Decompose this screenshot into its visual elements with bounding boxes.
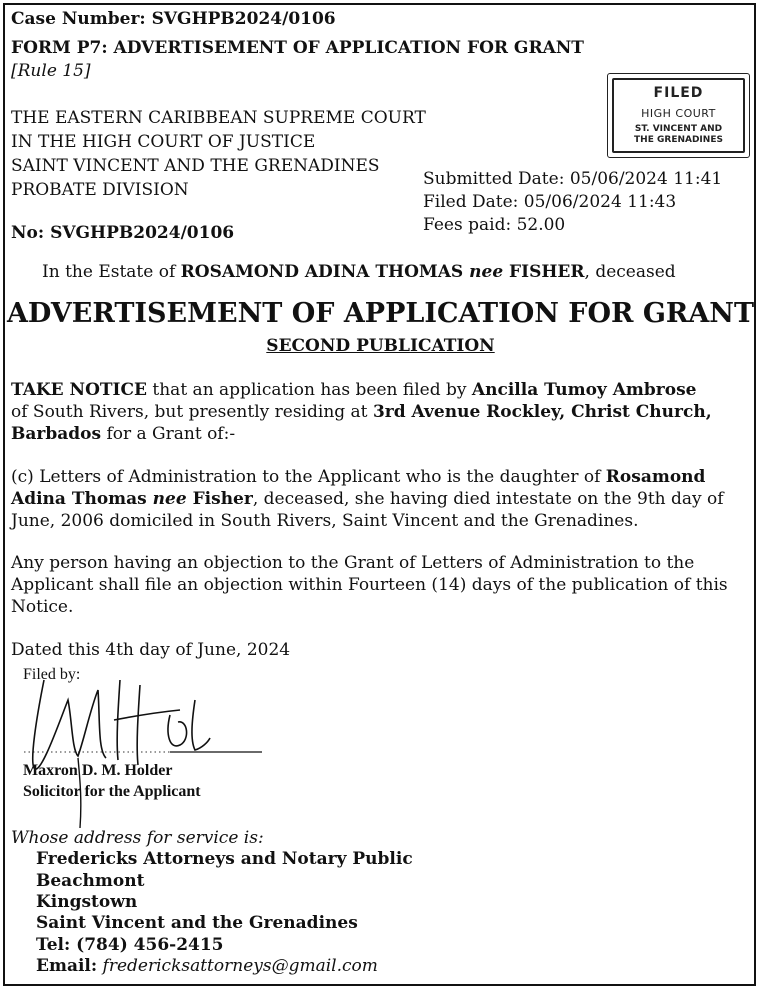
stamp-place [614,124,743,146]
stamp-place-line2: THE GRENADINES [634,135,723,145]
court-line-1: THE EASTERN CARIBBEAN SUPREME COURT [11,108,426,128]
deceased-name: ROSAMOND ADINA THOMAS [180,262,470,282]
grant-paragraph [11,466,751,532]
notice-text-2: of South Rivers, but presently residing at [11,402,373,422]
email-label: Email: [36,956,98,976]
email-line [36,956,378,977]
service-intro: Whose address for service is: [11,828,264,848]
court-line-2: IN THE HIGH COURT OF JUSTICE [11,132,316,152]
applicant-name: Ancilla Tumoy Ambrose [471,380,697,400]
filed-date: Filed Date: 05/06/2024 11:43 [423,192,677,212]
claim-number: No: SVGHPB2024/0106 [11,223,235,243]
solicitor-name: Maxron D. M. Holder [23,762,173,779]
estate-prefix: In the Estate of [42,262,181,282]
address-line-2: Beachmont [36,871,145,891]
filed-by-label: Filed by: [23,666,81,683]
grant-maiden-name: Fisher [186,489,253,509]
telephone: Tel: (784) 456-2415 [36,935,224,955]
publication-subtitle: SECOND PUBLICATION [266,336,495,356]
rule-reference: [Rule 15] [11,61,91,81]
grant-nee: nee [152,489,187,509]
submitted-date: Submitted Date: 05/06/2024 11:41 [423,169,723,189]
dated-line: Dated this 4th day of June, 2024 [11,640,291,660]
stamp-place-line1: ST. VINCENT AND [634,124,723,134]
court-line-4: PROBATE DIVISION [11,180,189,200]
estate-suffix: , deceased [584,262,676,282]
take-notice: TAKE NOTICE [11,380,147,400]
form-title: FORM P7: ADVERTISEMENT OF APPLICATION FOR GRANT [11,38,584,58]
document-heading: ADVERTISEMENT OF APPLICATION FOR GRANT [6,298,755,329]
firm-name: Fredericks Attorneys and Notary Public [36,849,413,869]
notice-text-1: that an application has been filed by [147,380,472,400]
applicant-address: 3rd Avenue Rockley, Christ Church, Barbados [11,402,712,444]
deceased-maiden-name: FISHER [503,262,585,282]
filed-stamp [607,73,750,158]
email-address[interactable]: fredericksattorneys@gmail.com [97,956,378,976]
grant-text-1: (c) Letters of Administration to the Applicant who is the daughter of [11,467,606,487]
fees-paid: Fees paid: 52.00 [423,215,566,235]
address-line-4: Saint Vincent and the Grenadines [36,913,358,933]
signature-image [20,660,270,830]
notice-text-3: for a Grant of:- [101,424,236,444]
stamp-court: HIGH COURT [641,107,716,120]
grant-text-2: , deceased, she having died intestate on the 9th day of June, 2006 domiciled in South Rivers, Saint Vincent and the Grenadines. [11,489,724,531]
case-number: Case Number: SVGHPB2024/0106 [11,9,336,29]
address-line-3: Kingstown [36,892,138,912]
grant-deceased-name: Rosamond Adina Thomas [11,467,706,509]
estate-nee: nee [469,262,504,282]
objection-paragraph: Any person having an objection to the Grant of Letters of Administration to the Applicant shall file an objection within Fourteen (14) days of the publication of this Notice. [11,553,728,617]
notice-paragraph [11,379,751,445]
stamp-filed: FILED [653,85,704,101]
estate-line [42,261,676,283]
court-line-3: SAINT VINCENT AND THE GRENADINES [11,156,380,176]
solicitor-role: Solicitor for the Applicant [23,783,201,800]
